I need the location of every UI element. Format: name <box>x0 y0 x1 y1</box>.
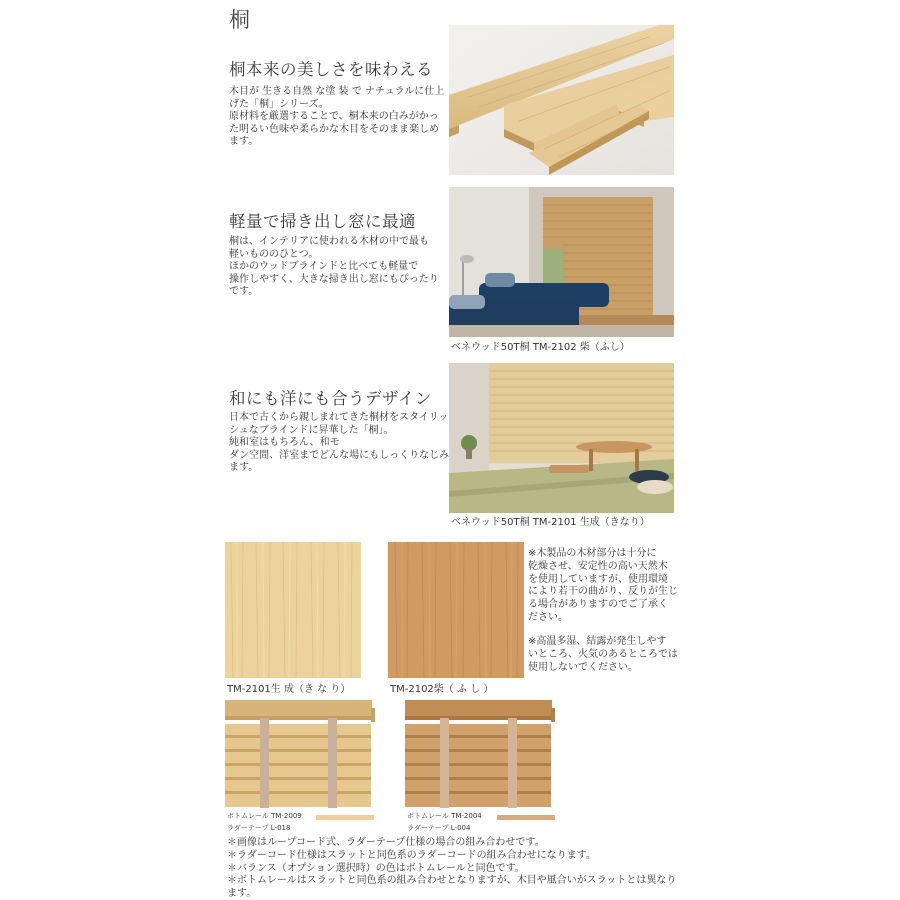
swatch-kinari-label: TM-2101生 成（き な り） <box>227 684 351 695</box>
note-line: いところ、火気のあるところでは <box>528 648 678 660</box>
note-line: を使用していますが、使用環境 <box>528 573 668 585</box>
footer-line: ます。 <box>227 888 257 900</box>
note-line: 乾燥させ、安定性の高い天然木 <box>528 560 668 572</box>
bottom-rail-color-bar <box>316 815 374 820</box>
section-heading-design: 和にも洋にも合うデザイン <box>229 389 432 408</box>
note-humidity-warning <box>528 636 678 674</box>
footer-line: ＊画像はループコード式、ラダーテープ仕様の場合の組み合わせです。 <box>227 837 545 848</box>
swatch-fushi-label: TM-2102柴（ ふ し ） <box>390 684 494 695</box>
note-line: ※高温多湿、結露が発生しやす <box>528 636 667 647</box>
section-heading-beauty: 桐本来の美しさを味わえる <box>229 60 433 79</box>
blind-rail-label: ボトムレール TM-2009 <box>227 812 302 820</box>
note-wood-warning <box>528 548 678 625</box>
body-line: 木目が 生きる自然 な塗 装 で ナチュラルに仕上 <box>229 86 445 97</box>
japanese-room-caption: ベネウッド50T桐 TM-2101 生成（きなり） <box>451 517 650 528</box>
bedroom-photo-caption: ベネウッド50T桐 TM-2102 柴（ふし） <box>451 342 630 353</box>
body-line: 操作しやすく、大きな掃き出し窓にもぴったり <box>229 273 439 285</box>
body-line: 日本で古くから親しまれてきた桐材をスタイリッ <box>229 412 449 423</box>
bottom-rail-color-bar <box>497 815 555 820</box>
body-line: です。 <box>229 286 259 298</box>
blind-sample-kinari <box>225 700 375 808</box>
body-line: げた「桐」シリーズ。 <box>229 98 329 110</box>
body-line: ます。 <box>229 136 259 148</box>
swatch-kinari <box>225 542 361 678</box>
bedroom-blind-photo <box>449 187 674 337</box>
blind-sample-fushi <box>405 700 555 808</box>
note-line: る場合がありますのでご了承く <box>528 599 668 611</box>
body-line: 原材料を厳選することで、桐本来の白みがかっ <box>229 111 439 123</box>
section-heading-lightweight: 軽量で掃き出し窓に最適 <box>229 212 416 231</box>
wood-planks-photo <box>449 25 674 175</box>
section-body-design <box>229 412 449 475</box>
body-line: 桐は、インテリアに使われる木材の中で最も <box>229 236 429 247</box>
note-line: ※木製品の木材部分は十分に <box>528 548 657 559</box>
body-line: ほかのウッドブラインドと比べても軽量で <box>229 261 419 273</box>
blind-rail-label: ボトムレール TM-2004 <box>407 812 482 820</box>
body-line: ダン空間、洋室までどんな場にもしっくりなじみ <box>229 449 450 461</box>
note-line: 使用しないでください。 <box>528 661 638 673</box>
note-line: ださい。 <box>528 611 568 623</box>
note-line: により若干の曲がり、反りが生じ <box>528 586 678 598</box>
footer-line: ＊ラダーコード仕様はスラットと同色系のラダーコードの組み合わせになります。 <box>227 849 596 861</box>
section-body-beauty <box>229 86 444 149</box>
body-line: た明るい色味や柔らかな木目をそのまま楽しめ <box>229 123 439 135</box>
footer-notes <box>227 837 676 900</box>
body-line: 軽いもののひとつ。 <box>229 248 319 260</box>
footer-line: ＊バランス（オプション選択時）の色はボトムレールと同色です。 <box>227 862 525 874</box>
body-line: 純和室はもちろん、和モ <box>229 437 340 449</box>
blind-tape-label: ラダーテープ L-018 <box>227 824 291 832</box>
swatch-fushi <box>388 542 524 678</box>
blind-tape-label: ラダーテープ L-004 <box>407 824 471 832</box>
body-line: シュなブラインドに昇華した「桐」。 <box>229 424 394 436</box>
footer-line: ＊ボトムレールはスラットと同色系の組み合わせとなりますが、木目や風合いがスラットとは異なり <box>227 875 677 887</box>
section-body-lightweight <box>229 236 439 299</box>
japanese-room-photo <box>449 363 674 513</box>
body-line: ます。 <box>229 462 259 474</box>
page-title: 桐 <box>229 8 250 32</box>
